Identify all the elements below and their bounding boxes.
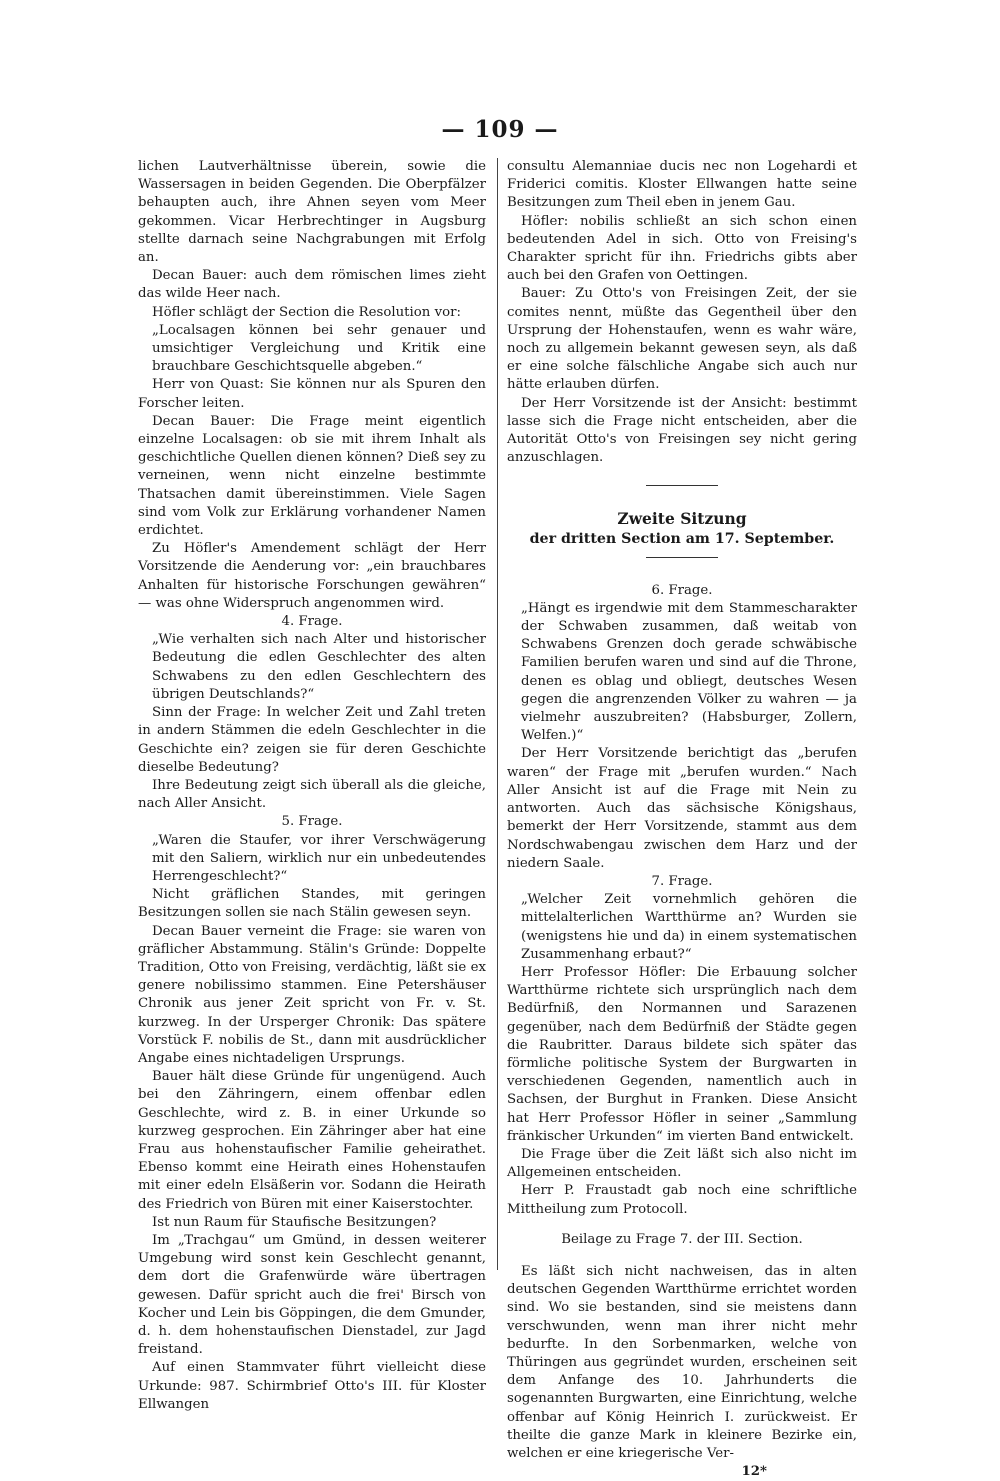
paragraph: Es läßt sich nicht nachweisen, das in alten deutschen Gegenden Wartthürme errichtet worden sind. Wo sie bestanden, sind sie meistens dann verschwunden, wenn man ihrer nicht mehr bedurfte. In den Sorbenmarken, welche von Thüringen aus gegründet wurden, erscheinen seit dem Anfange des 10. Jahrhunderts die sogenannten Burgwarten, eine Einrichtung, welche offenbar auf König Heinrich I. zurückweist. Er theilte die ganze Mark in kleinere Bezirke ein, welchen er eine kriegerische Ver- — [507, 1263, 857, 1461]
paragraph: Der Herr Vorsitzende berichtigt das „berufen waren“ der Frage mit „berufen wurden.“ Nach Aller Ansicht ist auf die Frage mit Nein zu antworten. Auch das sächsische Königshaus, bemerkt der Herr Vorsitzende, stammt aus dem Nordschwabengau zwischen dem Harz und der niedern Saale. — [507, 746, 857, 871]
column-divider — [497, 158, 498, 1270]
paragraph: Decan Bauer: auch dem römischen limes zieht das wilde Heer nach. — [138, 268, 486, 302]
question-text: „Wie verhalten sich nach Alter und historischer Bedeutung die edlen Geschlechter des alten Schwabens zu den edlen Geschlechtern des übrigen Deutschlands?“ — [152, 632, 486, 702]
paragraph: Der Herr Vorsitzende ist der Ansicht: bestimmt lasse sich die Frage nicht entscheiden, aber die Autorität Otto's von Freisingen sey nicht gering anzuschlagen. — [507, 395, 857, 466]
question-heading: 7. Frage. — [651, 873, 713, 889]
paragraph: Ihre Bedeutung zeigt sich überall als die gleiche, nach Aller Ansicht. — [138, 777, 486, 812]
paragraph: Zu Höfler's Amendement schlägt der Herr Vorsitzende die Aenderung vor: „ein brauchbares Anhalten für historische Forschungen gewähren“ — was ohne Widerspruch angenommen wird. — [138, 541, 486, 611]
question-heading: 5. Frage. — [281, 814, 343, 830]
paragraph: Die Frage über die Zeit läßt sich also nicht im Allgemeinen entscheiden. — [507, 1146, 857, 1181]
appendix-heading: Beilage zu Frage 7. der III. Section. — [561, 1231, 803, 1247]
left-column — [138, 158, 486, 1414]
right-column — [507, 158, 857, 1481]
question-text: „Hängt es irgendwie mit dem Stammescharakter der Schwaben zusammen, daß weitab von Schwabens Grenzen doch gerade schwäbische Familien berufen waren und sind auf die Throne, denen es oblag und obliegt, deutsches Wesen gegen die angrenzenden Völker zu wahren — ja vielmehr auszubreiten? (Habsburger, Zollern, Welfen.)“ — [521, 600, 857, 744]
paragraph: Decan Bauer: Die Frage meint eigentlich einzelne Localsagen: ob sie mit ihrem Inhalt als geschichtliche Quellen dienen können? Dieß sey zu verneinen, wenn nicht einzelne bestimmte Thatsachen damit übereinstimmen. Viele Sagen sind vom Volk zur Erklärung vorhandener Namen erdichtet. — [138, 413, 486, 539]
paragraph: Decan Bauer verneint die Frage: sie waren von gräflicher Abstammung. Stälin's Gründe: Doppelte Tradition, Otto von Freising, verdächtig, läßt sie ex genere nobilissimo stammen. Eine Petershäuser Chronik aus jener Zeit spricht von Fr. v. St. kurzweg. In der Ursperger Chronik: Das spätere Vorstück F. nobilis de St., dann mit ausdrücklicher Angabe eines nichtadeligen Ursprungs. — [138, 923, 486, 1066]
resolution-quote: „Localsagen können bei sehr genauer und umsichtiger Vergleichung und Kritik eine brauchbare Geschichtsquelle abgeben.“ — [152, 322, 486, 375]
paragraph: Höfler: nobilis schließt an sich schon einen bedeutenden Adel in sich. Otto von Freising's Charakter spricht für ihn. Friedrichs gibts aber auch bei den Grafen von Oettingen. — [507, 213, 857, 284]
paragraph: lichen Lautverhältnisse überein, sowie die Wassersagen in beiden Gegenden. Die Oberpfälzer behaupten auch, ihre Ahnen seyen vom Meer gekommen. Vicar Herbrechtinger in Augsburg stellte darnach seine Nachgrabungen mit Erfolg an. — [138, 159, 486, 266]
section-rule — [646, 485, 718, 486]
question-heading: 4. Frage. — [281, 614, 343, 630]
paragraph: consultu Alemanniae ducis nec non Logehardi et Friderici comitis. Kloster Ellwangen hatte seine Besitzungen zum Theil eben in jenem Gau. — [507, 159, 857, 211]
page-number: — 109 — — [441, 116, 559, 143]
paragraph: Bauer hält diese Gründe für ungenügend. Auch bei den Zähringern, einem offenbar edlen Geschlechte, wird z. B. in einer Urkunde so kurzweg gesprochen. Ein Zähringer aber hat eine Frau aus hohenstaufischer Familie geheirathet. Ebenso kommt eine Heirath eines Hohenstaufen mit einer edeln Elsäßerin vor. Sodann die Heirath des Friedrich von Büren mit einer Kaiserstochter. — [138, 1069, 486, 1212]
paragraph: Bauer: Zu Otto's von Freisingen Zeit, der sie comites nennt, müßte das Gegentheil über den Ursprung der Hohenstaufen, wenn es wahr wäre, noch zu allgemein bekannt gewesen seyn, als daß er eine solche fälschliche Angabe sich auch nur hätte erlauben dürfen. — [507, 286, 857, 393]
paragraph: Auf einen Stammvater führt vielleicht diese Urkunde: 987. Schirmbrief Otto's III. für Kloster Ellwangen — [138, 1360, 486, 1412]
paragraph: Herr Professor Höfler: Die Erbauung solcher Wartthürme richtete sich ursprünglich nach dem Bedürfniß, den Normannen und Sarazenen gegenüber, nach dem Bedürfniß der Städte gegen die Raubritter. Daraus bildete sich später das förmliche politische System der Burgwarten in verschiedenen Gegenden, namentlich auch in Sachsen, der Burghut in Franken. Diese Ansicht hat Herr Professor Höfler in seiner „Sammlung fränkischer Urkunden“ im vierten Band entwickelt. — [507, 964, 857, 1144]
section-heading: Zweite Sitzung — [617, 509, 747, 529]
question-text: „Waren die Staufer, vor ihrer Verschwägerung mit den Saliern, wirklich nur ein unbedeutendes Herrengeschlecht?“ — [152, 832, 486, 884]
question-text: „Welcher Zeit vornehmlich gehören die mittelalterlichen Wartthürme an? Wurden sie (wenigstens hie und da) in einem systematischen Zusammenhang erbaut?“ — [521, 892, 857, 962]
paragraph: Im „Trachgau“ um Gmünd, in dessen weiterer Umgebung wird sonst kein Geschlecht genannt, dem dort die Grafenwürde wäre übertragen gewesen. Dafür spricht auch die frei' Birsch von Kocher und Lein bis Göppingen, die dem Gmunder, d. h. dem hohenstaufischen Dienstadel, zur Jagd freistand. — [138, 1232, 486, 1358]
paragraph: Herr von Quast: Sie können nur als Spuren den Forscher leiten. — [138, 377, 486, 411]
paragraph: Nicht gräflichen Standes, mit geringen Besitzungen sollen sie nach Stälin gewesen seyn. — [138, 887, 486, 921]
paragraph: Ist nun Raum für Staufische Besitzungen? — [152, 1214, 437, 1230]
paragraph: Herr P. Fraustadt gab noch eine schriftliche Mittheilung zum Protocoll. — [507, 1183, 857, 1217]
signature-mark: 12* — [741, 1464, 767, 1480]
section-rule — [646, 557, 718, 558]
section-subheading: der dritten Section am 17. September. — [529, 531, 835, 548]
paragraph: Höfler schlägt der Section die Resolution vor: — [152, 304, 461, 320]
paragraph: Sinn der Frage: In welcher Zeit und Zahl treten in andern Stämmen die edeln Geschlechter in die Geschichte ein? zeigen sie für deren Geschichte dieselbe Bedeutung? — [138, 705, 486, 775]
question-heading: 6. Frage. — [651, 582, 713, 598]
